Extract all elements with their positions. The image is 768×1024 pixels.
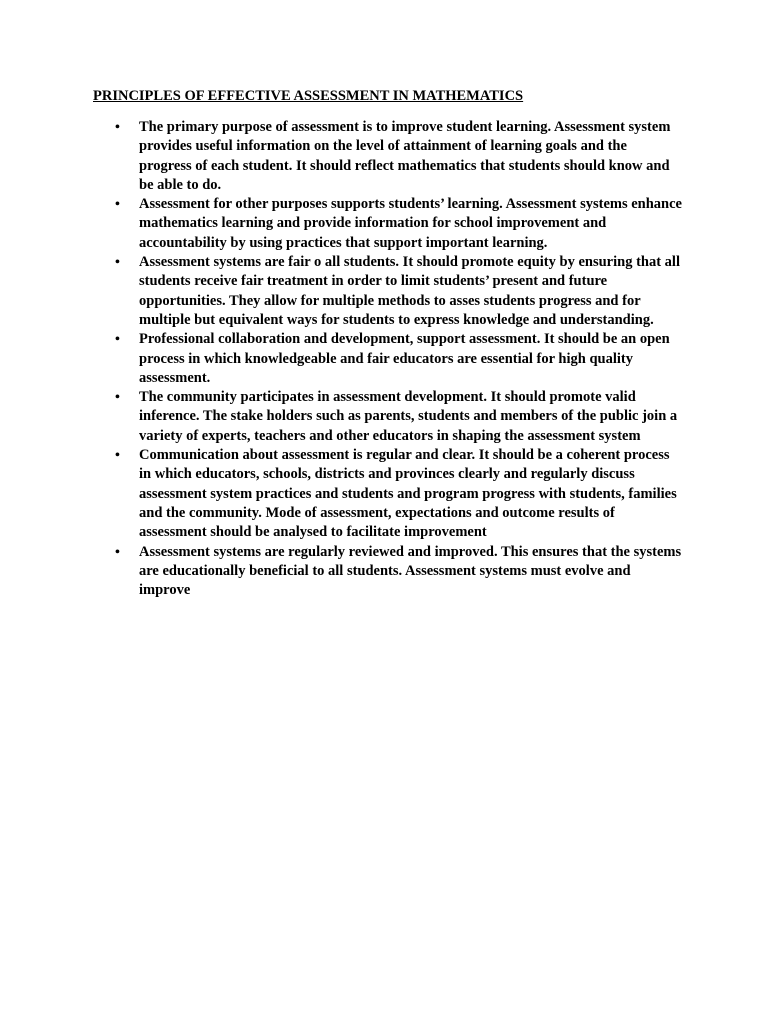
- list-item: [93, 446, 683, 542]
- bullet-icon: •: [115, 120, 120, 135]
- list-item: [93, 388, 683, 446]
- list-item: [93, 330, 683, 388]
- list-item: [93, 195, 683, 253]
- bullet-icon: •: [115, 448, 120, 464]
- list-item-text: The community participates in assessment development. It should promote valid inference. The stake holders such as parents, students and members of the public join a variety of experts, teachers and other educators in shaping the assessment system: [139, 389, 678, 444]
- principles-list: [93, 118, 683, 600]
- list-item-text: Assessment for other purposes supports students’ learning. Assessment systems enhance mathematics learning and provide information for school improvement and accountability by using practices that support important learning.: [139, 196, 682, 251]
- list-item-text: Assessment systems are regularly reviewed and improved. This ensures that the systems are educationally beneficial to all students. Assessment systems must evolve and improve: [139, 543, 682, 599]
- list-item: [93, 118, 683, 195]
- bullet-icon: •: [115, 390, 120, 406]
- list-item: [93, 543, 683, 601]
- bullet-icon: •: [115, 255, 120, 271]
- list-item-text: Communication about assessment is regular and clear. It should be a coherent process in which educators, schools, districts and provinces clearly and regularly discuss assessment system practices and students and program progress with students, families and the community. Mode of assessment, expectations and outcome results of assessment should be analysed to facilitate improvement: [139, 447, 677, 541]
- bullet-icon: •: [115, 544, 120, 560]
- bullet-icon: •: [115, 197, 120, 213]
- list-item-text: Professional collaboration and development, support assessment. It should be an open process in which knowledgeable and fair educators are essential for high quality assessment.: [139, 331, 670, 386]
- list-item-text: Assessment systems are fair o all students. It should promote equity by ensuring that all students receive fair treatment in order to limit students’ present and future opportunities. They allow for multiple methods to asses students progress and for multiple but equivalent ways for students to express knowledge and understanding.: [139, 254, 680, 328]
- list-item-text: The primary purpose of assessment is to improve student learning. Assessment system provides useful information on the level of attainment of learning goals and the progress of each student. It should reflect mathematics that students should know and be able to do.: [139, 119, 671, 193]
- list-item: [93, 253, 683, 330]
- document-title: PRINCIPLES OF EFFECTIVE ASSESSMENT IN MATHEMATICS: [93, 88, 524, 104]
- bullet-icon: •: [115, 332, 120, 348]
